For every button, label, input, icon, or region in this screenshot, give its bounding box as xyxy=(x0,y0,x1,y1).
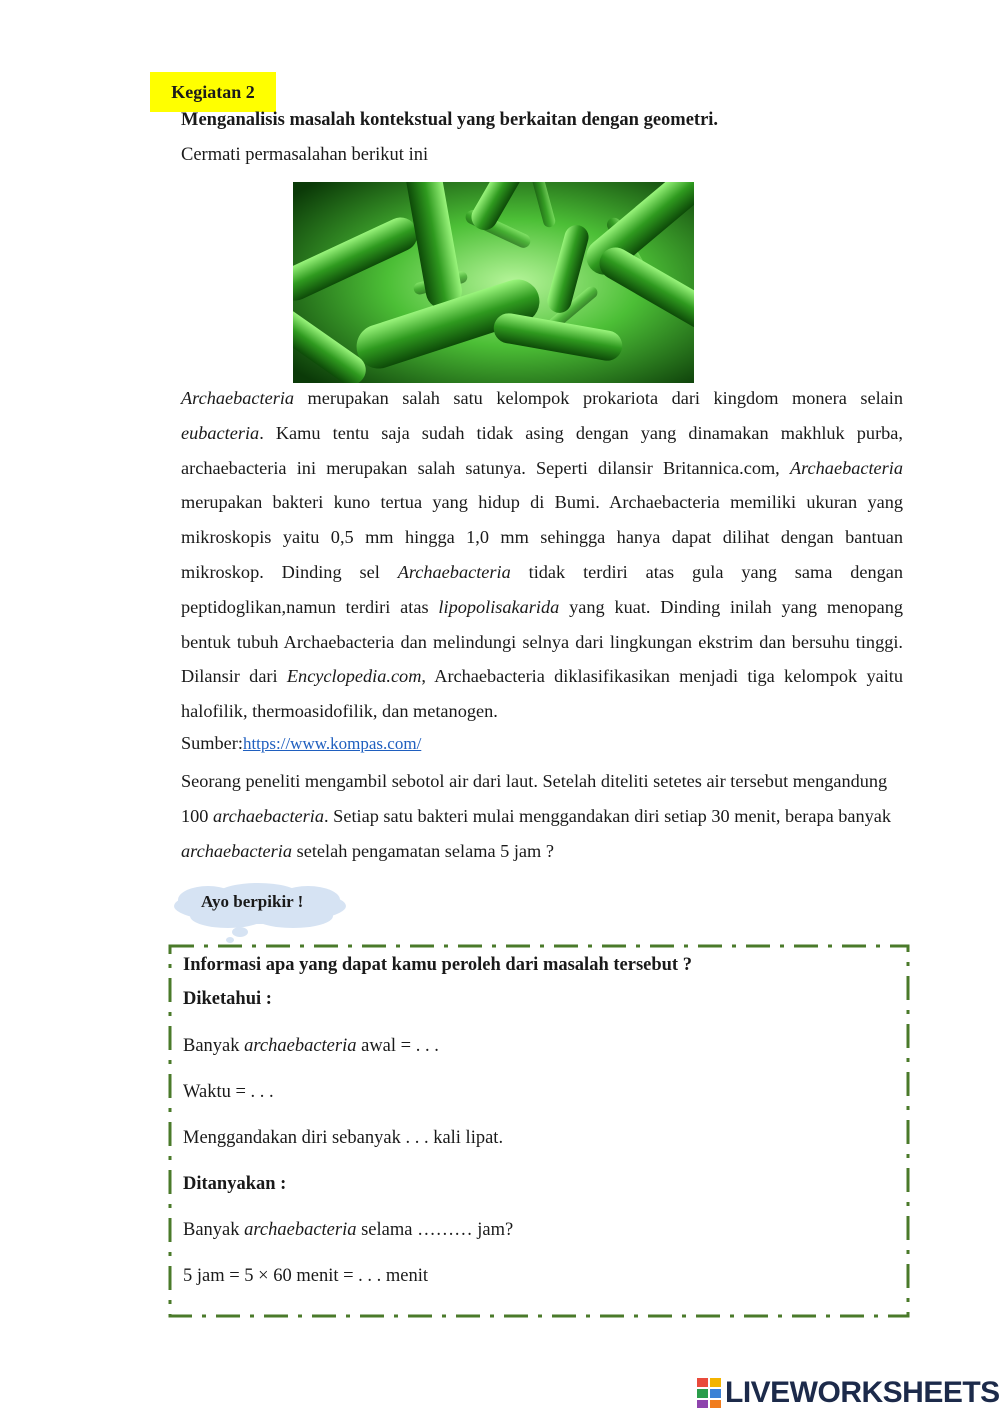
term-italic: archaebacteria xyxy=(244,1220,357,1240)
line-text: Banyak xyxy=(183,1036,245,1056)
paragraph-text: , Archaebacteria diklasifikasikan menjadi tiga kelompok yaitu halofilik, thermoasidofilik, dan metanogen. xyxy=(181,666,903,722)
paragraph-text: . Kamu tentu saja sudah tidak asing dengan yang dinamakan makhluk purba, archaebacteria ini merupakan salah satunya. Seperti dilansir Britannica.com, xyxy=(181,422,903,478)
paragraph-text: tidak terdiri atas gula yang sama dengan peptidoglikan,namun terdiri atas xyxy=(181,561,903,617)
problem-text: setelah pengamatan selama 5 jam ? xyxy=(292,841,554,861)
asked-count xyxy=(183,1220,513,1241)
paragraph-text: yang kuat. Dinding inilah yang menopang bentuk tubuh Archaebacteria dan melindungi selnya dari lingkungan ekstrim dan bersuhu tinggi. Dilansir dari xyxy=(181,596,904,687)
thinking-label: Ayo berpikir ! xyxy=(201,892,304,911)
term-italic: archaebacteria xyxy=(181,841,293,861)
problem-text: Seorang peneliti mengambil sebotol air dari laut. Setelah diteliti setetes air tersebut mengandung 100 xyxy=(181,771,888,826)
term-italic: eubacteria xyxy=(181,422,260,443)
problem-text: . Setiap satu bakteri mulai menggandakan diri setiap 30 menit, berapa banyak xyxy=(324,806,892,826)
brand-logo[interactable] xyxy=(697,1376,1000,1410)
term-italic: archaebacteria xyxy=(244,1036,357,1056)
activity-tag: Kegiatan 2 xyxy=(150,72,276,112)
activity-heading: Menganalisis masalah kontekstual yang berkaitan dengan geometri. xyxy=(181,110,719,130)
term-italic: archaebacteria xyxy=(213,806,325,826)
term-italic: Archaebacteria xyxy=(181,388,295,408)
line-text: selama ……… jam? xyxy=(356,1220,514,1240)
source-label: Sumber: xyxy=(181,733,243,753)
known-multiplier: Menggandakan diri sebanyak . . . kali lipat. xyxy=(183,1128,504,1148)
liveworksheets-logo-icon xyxy=(697,1378,721,1408)
box-title: Informasi apa yang dapat kamu peroleh dari masalah tersebut ? xyxy=(183,955,692,975)
paragraph-text: merupakan salah satu kelompok prokariota dari kingdom monera selain xyxy=(294,388,903,408)
known-label: Diketahui : xyxy=(183,989,272,1009)
known-initial-count xyxy=(183,1036,439,1057)
known-time: Waktu = . . . xyxy=(183,1082,274,1102)
source-line xyxy=(181,733,421,754)
time-conversion: 5 jam = 5 × 60 menit = . . . menit xyxy=(183,1266,429,1286)
line-text: awal = . . . xyxy=(356,1036,439,1056)
term-italic: Encyclopedia.com xyxy=(286,666,422,687)
paragraph-text: merupakan bakteri kuno tertua yang hidup di Bumi. Archaebacteria memiliki ukuran yang mikroskopis yaitu 0,5 mm hingga 1,0 mm sehingga hanya dapat dilihat dengan bantuan mikroskop. Dinding sel xyxy=(181,492,903,582)
source-link[interactable]: https://www.kompas.com/ xyxy=(242,734,422,753)
problem-paragraph xyxy=(181,764,903,869)
description-paragraph xyxy=(181,381,903,729)
term-italic: Archaebacteria xyxy=(397,561,511,582)
bacteria-illustration xyxy=(293,182,694,383)
intro-text: Cermati permasalahan berikut ini xyxy=(181,145,429,165)
brand-name: LIVEWORKSHEETS xyxy=(725,1376,1000,1409)
line-text: Banyak xyxy=(183,1220,245,1240)
asked-label: Ditanyakan : xyxy=(183,1174,287,1194)
term-italic: lipopolisakarida xyxy=(438,596,560,617)
term-italic: Archaebacteria xyxy=(789,457,903,478)
bacteria-photo xyxy=(293,182,694,383)
